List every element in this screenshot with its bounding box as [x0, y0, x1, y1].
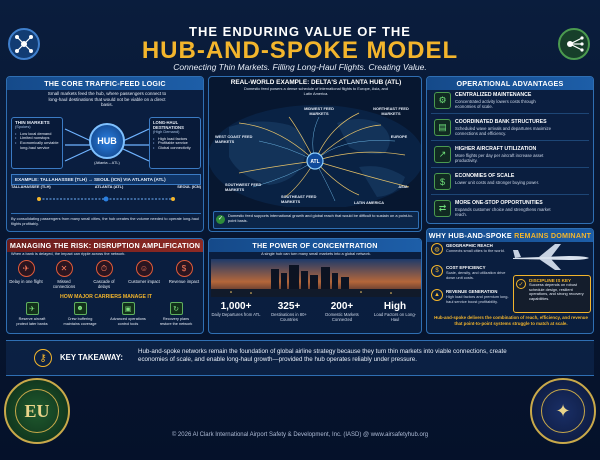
- advantage-desc: Expands customer choice and strengthens market reach.: [455, 207, 551, 218]
- why-item-desc: High load factors and premium long-haul service boost profitability.: [446, 294, 509, 304]
- ex-dest-name: SEOUL: [177, 184, 191, 189]
- carrier-tactic-label: Recovery plans restore the network: [159, 317, 193, 326]
- stat-number: 325+: [277, 301, 301, 312]
- map-label-southwest: SOUTHWEST FEED MARKETS: [225, 182, 262, 192]
- customer-icon: ☺: [136, 260, 153, 277]
- stat-number: 1,000+: [220, 301, 252, 312]
- bank-structure-icon: ▤: [434, 119, 451, 136]
- carrier-tactic-label: Reserve aircraft protect later banks: [16, 317, 48, 326]
- risk-step: [9, 260, 43, 284]
- map-label-southeast: SOUTHEAST FEED MARKETS: [281, 194, 317, 204]
- stat-destinations: [264, 301, 314, 322]
- why-item-desc: Connects small cities to the world.: [446, 248, 505, 253]
- advantage-item: [431, 143, 589, 168]
- stat-departures: [211, 301, 261, 317]
- stat-load-factors: [370, 301, 420, 322]
- page-title: HUB-AND-SPOKE MODEL: [141, 37, 459, 64]
- risk-step: [127, 260, 161, 284]
- why-panel: [426, 228, 594, 334]
- atl-map-label: ATL: [310, 159, 320, 165]
- airplane-icon: [509, 242, 593, 272]
- advantages-title: OPERATIONAL ADVANTAGES: [427, 77, 593, 90]
- maintenance-icon: ⚙: [434, 92, 451, 109]
- stat-desc: Load Factors on Long-Haul: [373, 312, 417, 323]
- why-item-title: COST EFFICIENCY: [446, 265, 486, 270]
- risk-panel: [6, 238, 204, 334]
- core-footer: By consolidating passengers from many small cities, the hub creates the volume needed to operate long-haul flights profitably.: [11, 213, 201, 226]
- thin-markets-box: [11, 117, 63, 169]
- advantage-title: ECONOMIES OF SCALE: [455, 173, 515, 179]
- why-summary: Hub-and-spoke delivers the combination of reach, efficiency, and revenue that point-to-point systems struggle to match at scale.: [434, 315, 588, 326]
- advantage-title: CENTRALIZED MAINTENANCE: [455, 92, 532, 98]
- risk-step: [167, 260, 201, 284]
- ex-origin-name: TALLAHASSEE: [11, 184, 40, 189]
- thin-item: • Limited nonstops: [15, 136, 59, 141]
- stat-desc: Domestic Markets Connected: [325, 312, 359, 323]
- advantage-item: [431, 197, 589, 222]
- revenue-icon: ▲: [431, 289, 443, 301]
- why-title: [427, 229, 593, 242]
- example-route: [11, 185, 201, 209]
- risk-intro: When a bank is delayed, the impact can ripple across the network.: [11, 251, 126, 256]
- title-line1: THE ENDURING VALUE OF THE: [189, 24, 411, 39]
- ops-control-icon: ▣: [122, 302, 135, 315]
- discipline-desc: Success depends on robust schedule design, resilient operations, and strong recovery capabilities.: [529, 282, 584, 302]
- long-haul-sub: (High Demand): [153, 129, 180, 134]
- realworld-desc: Domestic feed powers a dense schedule of international flights to Europe, Asia, and Latin America.: [243, 86, 389, 96]
- long-haul-box: [149, 117, 201, 169]
- takeaway-text: Hub-and-spoke networks remain the foundation of global airline strategy because they turn thin markets into viable connections, create economies of scale, and enable long-haul growth—provided the hub operates reliably under pressure.: [138, 348, 507, 364]
- carrier-tactic: [109, 302, 147, 326]
- check-icon: ✓: [216, 215, 225, 224]
- hub-circle: [89, 123, 125, 159]
- map-label-northeast: NORTHEAST FEED MARKETS: [373, 106, 409, 116]
- concentration-desc: A single hub can turn many small markets into a global network.: [261, 251, 371, 256]
- map-label-latin: LATIN AMERICA: [353, 200, 385, 205]
- seal-inner: EU: [15, 389, 59, 433]
- risk-title: MANAGING THE RISK: DISRUPTION AMPLIFICATION: [7, 239, 203, 252]
- takeaway-label: KEY TAKEAWAY:: [60, 353, 123, 362]
- risk-step: [47, 260, 81, 289]
- scale-icon: $: [434, 173, 451, 190]
- carrier-tactic: [61, 302, 99, 326]
- advantage-title: HIGHER AIRCRAFT UTILIZATION: [455, 146, 537, 152]
- reserve-aircraft-icon: ✈: [26, 302, 39, 315]
- thin-item: • Economically unviable long-haul service: [15, 141, 59, 150]
- risk-step: [87, 260, 121, 289]
- advantage-item: [431, 116, 589, 141]
- advantage-desc: Concentrated activity lowers costs through economies of scale.: [455, 99, 536, 110]
- concentration-title: THE POWER OF CONCENTRATION: [209, 239, 421, 252]
- map-label-europe: EUROPE: [390, 134, 408, 139]
- ex-hub-code: (ATL): [113, 184, 124, 189]
- shield-icon: ✓: [516, 279, 526, 289]
- why-item-title: GEOGRAPHIC REACH: [446, 243, 493, 248]
- utilization-icon: ↗: [434, 146, 451, 163]
- why-title-b: REMAINS DOMINANT: [514, 231, 592, 240]
- advantage-title: COORDINATED BANK STRUCTURES: [455, 119, 547, 125]
- globe-icon: ◍: [431, 243, 443, 255]
- ex-hub-name: ATLANTA: [94, 184, 113, 189]
- opportunities-icon: ⇄: [434, 200, 451, 217]
- risk-step-label: Missed connections: [52, 279, 76, 290]
- risk-step-label: Cascade of delays: [93, 279, 115, 290]
- risk-step-label: Revenue impact: [168, 279, 200, 284]
- takeaway-bar: [6, 340, 594, 376]
- missed-connection-icon: ✕: [56, 260, 73, 277]
- realworld-title: REAL-WORLD EXAMPLE: DELTA'S ATLANTA HUB (ATL): [230, 79, 402, 86]
- advantage-item: [431, 89, 589, 114]
- why-item: [431, 289, 509, 311]
- risk-step-label: Customer impact: [128, 279, 160, 284]
- why-title-a: WHY HUB-AND-SPOKE: [428, 231, 515, 240]
- header: [0, 0, 600, 74]
- thin-markets-sub: (Spokes): [15, 124, 31, 129]
- advantage-desc: More flights per day per aircraft increase asset productivity.: [455, 153, 544, 164]
- subtitle: Connecting Thin Markets. Filling Long-Haul Flights. Creating Value.: [173, 62, 427, 72]
- advantage-desc: Lower unit costs and stronger buying power.: [455, 180, 540, 185]
- carrier-tactic-label: Crew buffering maintains coverage: [63, 317, 97, 326]
- ex-hub: [89, 185, 129, 190]
- map-label-west: WEST COAST FEED MARKETS: [215, 134, 253, 144]
- ex-origin-code: (TLH): [40, 184, 51, 189]
- discipline-title: DISCIPLINE IS KEY: [529, 278, 572, 283]
- core-logic-title: THE CORE TRAFFIC-FEED LOGIC: [7, 77, 203, 90]
- realworld-footer: [213, 211, 419, 229]
- carriers-title: HOW MAJOR CARRIERS MANAGE IT: [60, 294, 152, 300]
- hub-sub: (Atlanta – ATL): [94, 160, 120, 165]
- carrier-tactic: [13, 302, 51, 326]
- ex-dest: [161, 185, 201, 190]
- delay-icon: ✈: [18, 260, 35, 277]
- revenue-impact-icon: $: [176, 260, 193, 277]
- advantage-desc: Scheduled wave arrivals and departures maximize connections and efficiency.: [455, 126, 552, 137]
- risk-step-label: Delay in one flight: [9, 279, 43, 284]
- core-logic-panel: [6, 76, 204, 232]
- map-label-asia: ASIA: [398, 184, 408, 189]
- why-item-title: REVENUE GENERATION: [446, 289, 498, 294]
- city-skyline: [211, 259, 421, 297]
- carrier-tactic-label: Advanced operations control tools: [110, 317, 146, 326]
- example-label: EXAMPLE: TALLAHASSEE (TLH) → SEOUL (ICN) VIA ATLANTA (ATL): [11, 174, 201, 185]
- stat-number: High: [383, 301, 407, 312]
- realworld-footer-text: Domestic feed supports international growth and global reach that would be difficult to sustain on a point-to-point basis.: [228, 213, 413, 223]
- everglades-seal: [4, 378, 70, 444]
- advantage-item: [431, 170, 589, 195]
- advantage-title: MORE ONE-STOP OPPORTUNITIES: [455, 200, 543, 206]
- long-haul-title: LONG-HAUL DESTINATIONS: [153, 120, 184, 130]
- stat-number: 200+: [330, 301, 354, 312]
- hub-label: HUB: [97, 136, 117, 146]
- core-intro: Small markets feed the hub, where passengers connect to long-haul destinations that would not be viable on a direct basis.: [47, 91, 167, 108]
- why-item: [431, 265, 509, 287]
- advantages-panel: [426, 76, 594, 224]
- discipline-box: [513, 275, 591, 313]
- thin-item: • Low local demand: [15, 132, 59, 137]
- stat-desc: Destinations in 80+ Countries: [271, 312, 307, 323]
- map-label-midwest: MIDWEST FEED MARKETS: [304, 106, 334, 116]
- why-item: [431, 243, 509, 263]
- ex-dest-code: (ICN): [191, 184, 201, 189]
- eagle-icon: ✦: [541, 389, 585, 433]
- cost-icon: $: [431, 265, 443, 277]
- long-item: • Global connectivity: [153, 146, 197, 151]
- ex-origin: [11, 185, 67, 190]
- copyright: © 2026 Al Clark International Airport Safety & Development, Inc. (IASD) @ www.airsafetyhub.org: [171, 432, 429, 438]
- recovery-icon: ↻: [170, 302, 183, 315]
- cascade-icon: ⏱: [96, 260, 113, 277]
- presidential-seal: [530, 378, 596, 444]
- realworld-panel: [208, 76, 422, 232]
- key-icon: ⚷: [34, 349, 52, 367]
- crew-icon: ☻: [74, 302, 87, 315]
- stat-domestic: [317, 301, 367, 322]
- long-item: • Profitable service: [153, 141, 197, 146]
- thin-markets-title: THIN MARKETS: [15, 120, 50, 125]
- long-item: • High load factors: [153, 137, 197, 142]
- concentration-panel: [208, 238, 422, 334]
- carrier-tactic: [157, 302, 195, 326]
- stat-desc: Daily Departures from ATL: [211, 312, 261, 317]
- why-item-desc: Scale, density, and utilization drive down unit costs.: [446, 270, 506, 280]
